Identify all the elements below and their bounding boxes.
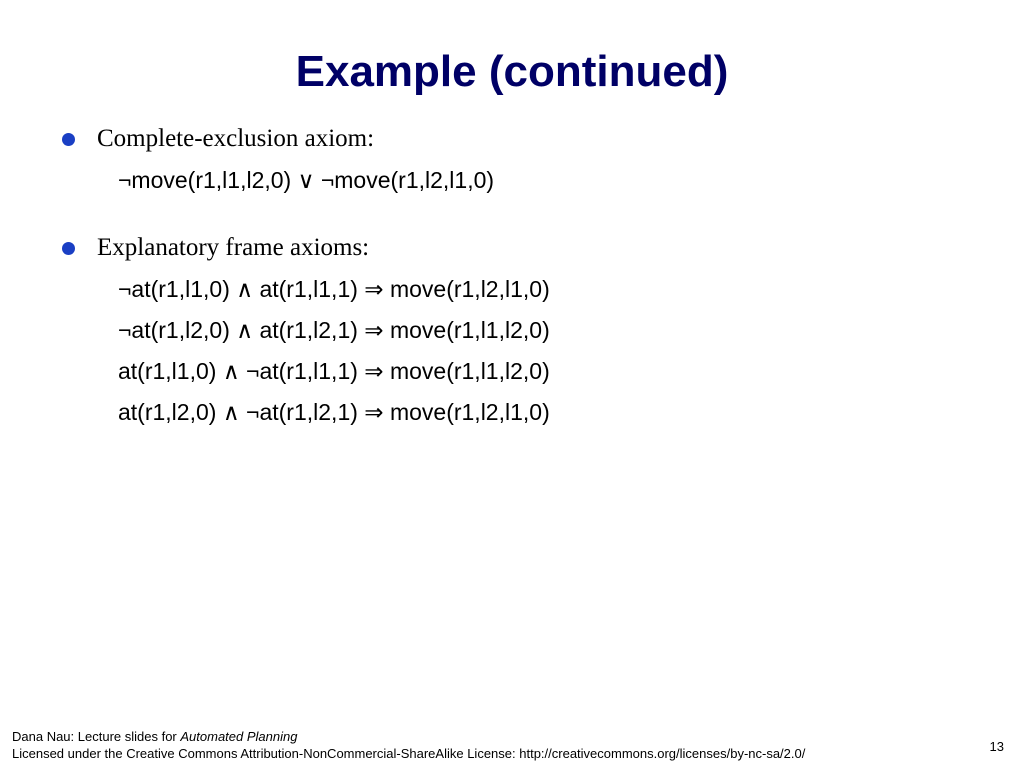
bullet-label: Complete-exclusion axiom: xyxy=(97,125,375,152)
bullet-complete-exclusion xyxy=(62,122,374,156)
footer-credit-prefix: Dana Nau: Lecture slides for xyxy=(12,729,181,744)
formula-line: ¬move(r1,l1,l2,0) ∨ ¬move(r1,l2,l1,0) xyxy=(118,167,495,193)
slide-title: Example (continued) xyxy=(295,47,729,96)
formula-line: ¬at(r1,l2,0) ∧ at(r1,l2,1) ⇒ move(r1,l1,l2,0) xyxy=(118,317,550,343)
bullet-dot-icon xyxy=(62,133,75,146)
formula-line: ¬at(r1,l1,0) ∧ at(r1,l1,1) ⇒ move(r1,l2,l1,0) xyxy=(118,276,550,302)
bullet-explanatory-frame xyxy=(62,231,369,265)
footer-book-title: Automated Planning xyxy=(180,729,298,744)
footer-credit xyxy=(12,728,297,745)
footer-license: Licensed under the Creative Commons Attribution-NonCommercial-ShareAlike License: http://creativecommons.org/licenses/by-nc-sa/2.0/ xyxy=(12,746,806,761)
formula-line: at(r1,l1,0) ∧ ¬at(r1,l1,1) ⇒ move(r1,l1,l2,0) xyxy=(118,358,550,384)
page-number: 13 xyxy=(989,739,1004,754)
bullet-dot-icon xyxy=(62,242,75,255)
bullet-label: Explanatory frame axioms: xyxy=(97,234,370,261)
formula-line: at(r1,l2,0) ∧ ¬at(r1,l2,1) ⇒ move(r1,l2,l1,0) xyxy=(118,399,550,425)
